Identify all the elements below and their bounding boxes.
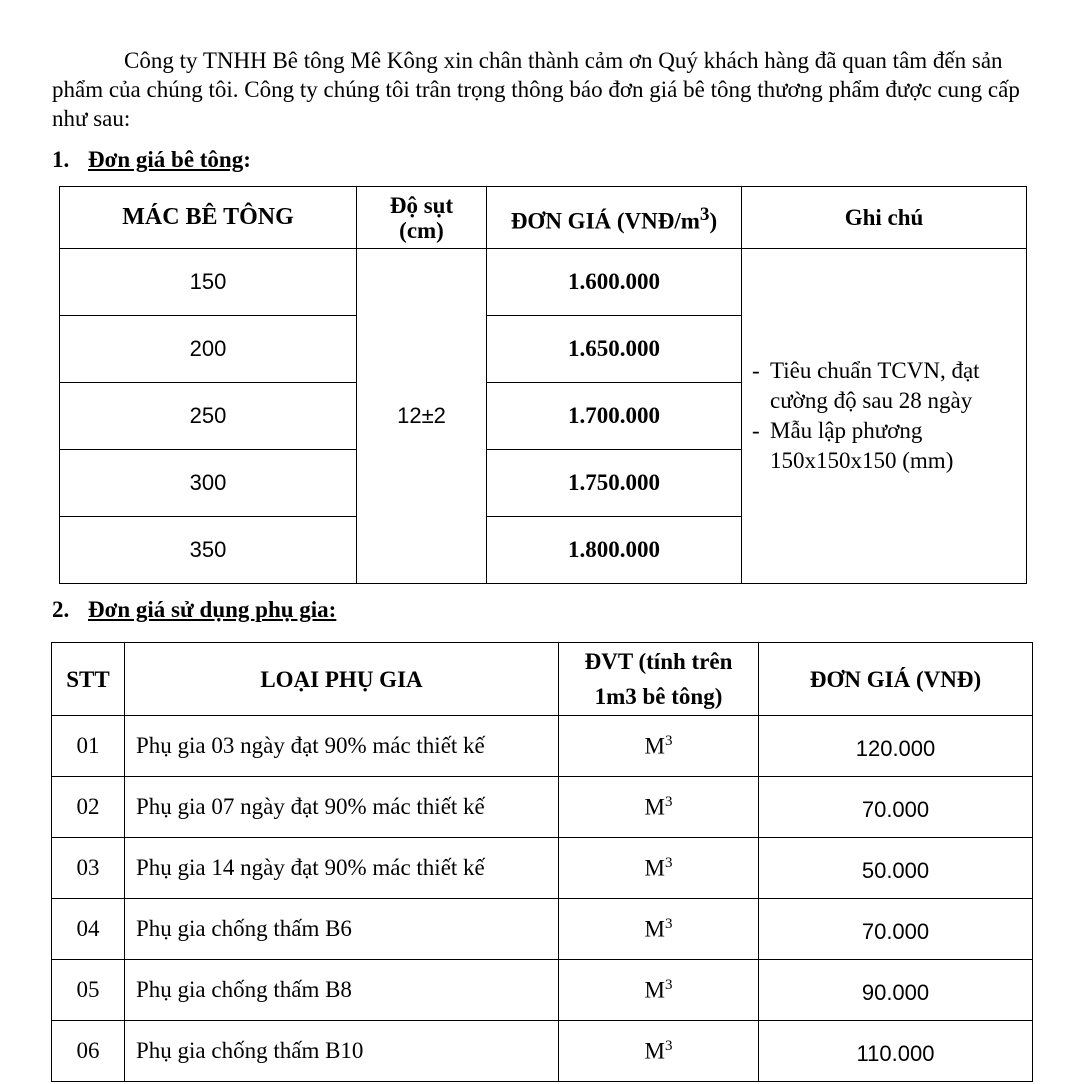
additive-type-cell: Phụ gia 07 ngày đạt 90% mác thiết kế bbox=[125, 777, 559, 838]
note-item-text: Mẫu lập phương 150x150x150 (mm) bbox=[770, 418, 954, 473]
section-1-number: 1. bbox=[52, 147, 70, 172]
grade-cell: 350 bbox=[60, 517, 357, 584]
intro-paragraph: Công ty TNHH Bê tông Mê Kông xin chân thành cảm ơn Quý khách hàng đã quan tâm đến sản phẩm của chúng tôi. Công ty chúng tôi trân trọng thông báo đơn giá bê tông thương phẩm được cung cấp như sau: bbox=[52, 48, 1020, 131]
price-cell: 50.000 bbox=[759, 838, 1033, 899]
unit-text: M bbox=[644, 1038, 665, 1064]
unit-cell bbox=[559, 960, 759, 1021]
grade-cell: 300 bbox=[60, 450, 357, 517]
header-price-text: ĐƠN GIÁ (VNĐ/m bbox=[510, 208, 700, 234]
table-row bbox=[60, 249, 1027, 316]
price-cell: 1.700.000 bbox=[487, 383, 742, 450]
price-cell: 70.000 bbox=[759, 777, 1033, 838]
price-cell: 1.600.000 bbox=[487, 249, 742, 316]
header-slump-line2: (cm) bbox=[399, 217, 444, 243]
unit-cell bbox=[559, 899, 759, 960]
table-row bbox=[52, 899, 1033, 960]
header-unit bbox=[559, 643, 759, 716]
unit-text: M bbox=[644, 916, 665, 942]
concrete-price-table bbox=[59, 186, 1027, 584]
note-item: - Tiêu chuẩn TCVN, đạt cường độ sau 28 ngày bbox=[752, 358, 980, 413]
section-2-title: Đơn giá sử dụng phụ gia: bbox=[88, 597, 337, 622]
table-row bbox=[52, 716, 1033, 777]
section-2-number: 2. bbox=[52, 597, 70, 622]
additive-type-cell: Phụ gia chống thấm B6 bbox=[125, 899, 559, 960]
header-grade: MÁC BÊ TÔNG bbox=[60, 187, 357, 249]
unit-sup: 3 bbox=[664, 793, 673, 810]
additive-type-cell: Phụ gia 03 ngày đạt 90% mác thiết kế bbox=[125, 716, 559, 777]
stt-cell: 03 bbox=[52, 838, 125, 899]
price-cell: 1.750.000 bbox=[487, 450, 742, 517]
stt-cell: 06 bbox=[52, 1021, 125, 1082]
additive-price-table bbox=[51, 642, 1033, 1082]
header-unit-line2: 1m3 bê tông) bbox=[594, 684, 723, 709]
additive-type-cell: Phụ gia 14 ngày đạt 90% mác thiết kế bbox=[125, 838, 559, 899]
unit-text: M bbox=[644, 733, 665, 759]
section-1-heading bbox=[52, 147, 251, 173]
header-unit-line1: ĐVT (tính trên bbox=[584, 649, 733, 674]
price-cell: 1.800.000 bbox=[487, 517, 742, 584]
unit-text: M bbox=[644, 977, 665, 1003]
stt-cell: 01 bbox=[52, 716, 125, 777]
unit-sup: 3 bbox=[664, 854, 673, 871]
price-cell: 110.000 bbox=[759, 1021, 1033, 1082]
unit-cell bbox=[559, 716, 759, 777]
unit-cell bbox=[559, 777, 759, 838]
header-slump bbox=[357, 187, 487, 249]
grade-cell: 200 bbox=[60, 316, 357, 383]
unit-sup: 3 bbox=[664, 976, 673, 993]
header-slump-line1: Độ sụt bbox=[389, 192, 454, 218]
grade-cell: 150 bbox=[60, 249, 357, 316]
price-cell: 1.650.000 bbox=[487, 316, 742, 383]
unit-sup: 3 bbox=[664, 915, 673, 932]
unit-cell bbox=[559, 1021, 759, 1082]
unit-text: M bbox=[644, 794, 665, 820]
stt-cell: 05 bbox=[52, 960, 125, 1021]
header-note: Ghi chú bbox=[742, 187, 1027, 249]
header-price-sup: 3 bbox=[699, 203, 710, 225]
section-2-heading bbox=[52, 597, 336, 623]
table-header-row bbox=[60, 187, 1027, 249]
table-row bbox=[52, 838, 1033, 899]
table-header-row bbox=[52, 643, 1033, 716]
unit-sup: 3 bbox=[664, 1037, 673, 1054]
header-price bbox=[487, 187, 742, 249]
price-cell: 70.000 bbox=[759, 899, 1033, 960]
header-type: LOẠI PHỤ GIA bbox=[125, 643, 559, 716]
note-item-text: Tiêu chuẩn TCVN, đạt cường độ sau 28 ngày bbox=[770, 358, 980, 413]
header-price: ĐƠN GIÁ (VNĐ) bbox=[759, 643, 1033, 716]
additive-type-cell: Phụ gia chống thấm B8 bbox=[125, 960, 559, 1021]
note-item: - Mẫu lập phương 150x150x150 (mm) bbox=[752, 418, 954, 473]
section-1-title-suffix: : bbox=[243, 147, 251, 172]
note-list bbox=[750, 356, 1026, 476]
table-row bbox=[52, 1021, 1033, 1082]
stt-cell: 02 bbox=[52, 777, 125, 838]
table-row bbox=[52, 960, 1033, 1021]
section-1-title: Đơn giá bê tông bbox=[88, 147, 244, 172]
unit-sup: 3 bbox=[664, 732, 673, 749]
additive-type-cell: Phụ gia chống thấm B10 bbox=[125, 1021, 559, 1082]
header-stt: STT bbox=[52, 643, 125, 716]
slump-cell: 12±2 bbox=[357, 249, 487, 584]
grade-cell: 250 bbox=[60, 383, 357, 450]
table-row bbox=[52, 777, 1033, 838]
unit-text: M bbox=[644, 855, 665, 881]
price-cell: 120.000 bbox=[759, 716, 1033, 777]
header-price-close: ) bbox=[709, 208, 718, 234]
price-cell: 90.000 bbox=[759, 960, 1033, 1021]
stt-cell: 04 bbox=[52, 899, 125, 960]
note-cell bbox=[742, 249, 1027, 584]
unit-cell bbox=[559, 838, 759, 899]
